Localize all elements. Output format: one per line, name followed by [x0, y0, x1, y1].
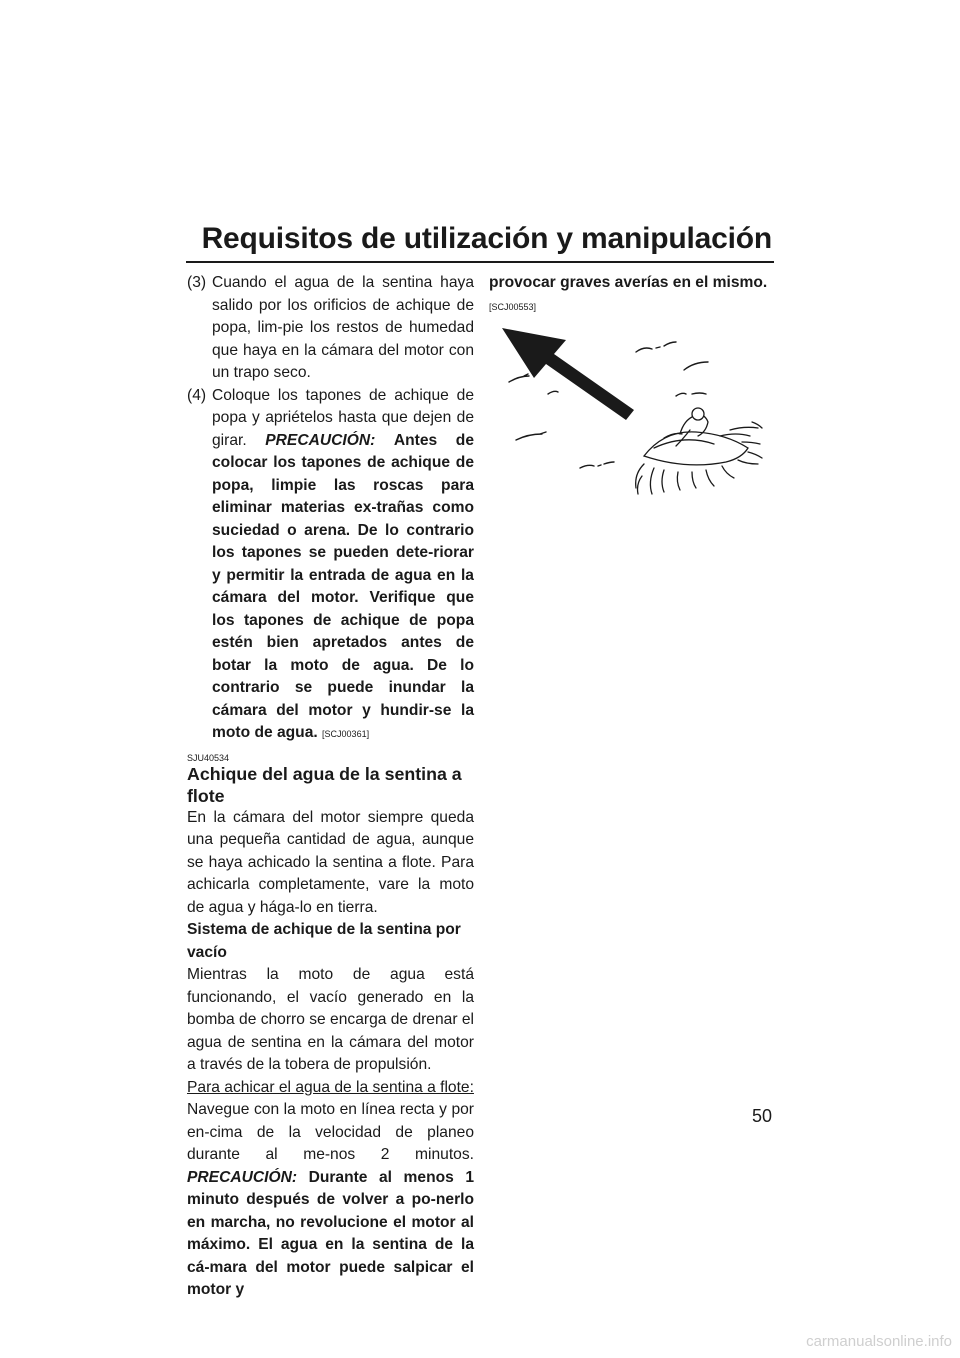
title-rule	[186, 261, 774, 263]
wind-stroke	[509, 374, 529, 382]
wind-stroke	[684, 362, 708, 370]
right-caution-code: [SCJ00553]	[489, 301, 537, 312]
watermark[interactable]: carmanualsonline.info	[806, 1333, 952, 1350]
procedure-caution-text: Durante al menos 1 minuto después de volver a po-nerlo en marcha, no revolucione el motor al máximo. El agua en la sentina de la cá-mara del motor puede salpicar el motor y	[187, 1168, 474, 1298]
wind-stroke	[676, 393, 706, 396]
procedure-label: Para achicar el agua de la sentina a flote:	[187, 1078, 474, 1096]
page-title: Requisitos de utilización y manipulación	[201, 222, 772, 255]
section-heading: Achique del agua de la sentina a flote	[187, 763, 462, 806]
system-paragraph: Mientras la moto de agua está funcionando, el vacío generado en la bomba de chorro se encarga de drenar el agua de sentina en la cámara del motor a través de la tobera de propulsión.	[187, 966, 474, 1073]
subheading: Sistema de achique de la sentina por vacío	[187, 921, 461, 961]
step-4-caution-code: [SCJ00361]	[322, 729, 370, 739]
procedure-caution-label: PRECAUCIÓN:	[187, 1168, 298, 1186]
step-4-caution-text: Antes de colocar los tapones de achique de popa, limpie las roscas para eliminar materias ex-trañas como suciedad o arena. De lo contrario los tapones se pueden dete-riorar y permitir la entrada de agua en la cámara del motor. Verifique que los tapones de achique de popa estén bien apretados antes de botar la moto de agua. De lo contrario se puede inundar la cámara del motor y hundir-se la moto de agua.	[212, 431, 474, 741]
intro-paragraph: En la cámara del motor siempre queda una pequeña cantidad de agua, aunque se haya achicado la sentina a flote. Para achicarla completamente, vare la moto de agua y hága-lo en tierra.	[187, 808, 474, 916]
step-3	[187, 272, 474, 385]
wind-stroke	[548, 391, 558, 394]
step-4-text: Coloque los tapones de achique de popa y apriételos hasta que dejen de girar.	[212, 386, 474, 449]
step-3-text: Cuando el agua de la sentina haya salido por los orificios de achique de popa, lim-pie los restos de humedad que haya en la cámara del motor con un trapo seco.	[212, 274, 474, 381]
step-4-number: (4)	[187, 386, 207, 404]
direction-arrow-icon	[502, 328, 634, 420]
step-4-body	[212, 385, 474, 746]
page-number: 50	[751, 1106, 772, 1126]
jet-ski-arrow-illustration	[494, 318, 784, 508]
right-column	[489, 272, 776, 312]
jet-ski-icon	[636, 408, 762, 494]
wind-stroke	[580, 462, 614, 468]
procedure-text: Navegue con la moto en línea recta y por en-cima de la velocidad de planeo durante al me-nos 2 minutos.	[187, 1101, 474, 1163]
wind-stroke	[516, 432, 546, 440]
caution-continued: provocar graves averías en el mismo.	[489, 274, 768, 291]
wind-stroke	[636, 342, 676, 352]
left-column	[187, 272, 474, 1302]
section-id: SJU40534	[187, 752, 230, 763]
step-4	[187, 385, 474, 746]
procedure-paragraph	[187, 1099, 474, 1302]
step-3-number: (3)	[187, 274, 207, 291]
step-4-caution-label: PRECAUCIÓN:	[265, 431, 376, 449]
